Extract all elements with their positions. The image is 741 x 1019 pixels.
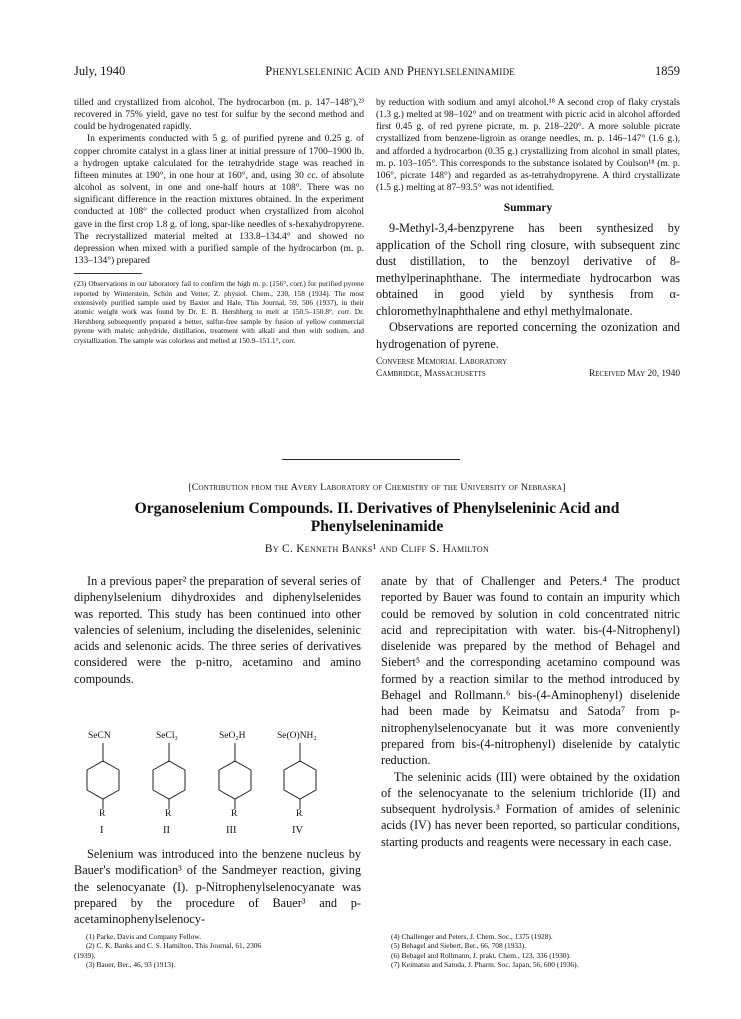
benzene-rings-svg <box>74 731 360 843</box>
top-right-column <box>376 97 680 380</box>
footnote-23: (23) Observations in our laboratory fail to confirm the high m. p. (156°, corr.) for purified pyrene reported by Winterstein, Schön and Vetter, Z. physiol. Chem., 230, 158 (1934). The most extensively purified sample used by Baxter and Hale, This Journal, 59, 506 (1937), in their atomic weight work was found by Dr. E. B. Hershberg to melt at 150.5–150.8°, corr. Dr. Hershberg subsequently prepared a better, sulfur-free sample by fusion of yellow commercial pyrene with maleic anhydride, distillation, treatment with alkali and then with sodium, and crystallization. The sample was colorless and melted at 150.9–151.1°, corr. <box>74 279 364 345</box>
structure-2-substituent: SeCl₃ <box>156 731 178 741</box>
structure-1-numeral: I <box>100 825 104 836</box>
summary-paragraph-2: Observations are reported concerning the ozonization and hydrogenation of pyrene. <box>376 320 680 351</box>
laboratory-address <box>376 356 680 380</box>
article-title-line-2: Phenylseleninamide <box>310 518 444 535</box>
contribution-line: [Contribution from the Avery Laboratory of Chemistry of the University of Nebraska] <box>188 482 566 493</box>
benzene-ring-4 <box>284 743 316 809</box>
footnote-rule <box>74 273 142 274</box>
footnote-2-continued: (1939). <box>74 950 96 960</box>
address-line-1: Converse Memorial Laboratory <box>376 357 508 368</box>
introduction-paragraph: In a previous paper² the preparation of several series of diphenylselenium dihydroxides and diphenylselenides was reported. This study has been continued into other valencies of selenium, including the diselenides, seleninic acids and selenonic acids. The three series of derivatives considered were the p-nitro, acetamino and amino compounds. <box>74 574 361 686</box>
author-byline: By C. Kenneth Banks¹ and Cliff S. Hamilton <box>264 543 490 555</box>
selenium-introduction-paragraph: Selenium was introduced into the benzene nucleus by Bauer's modification³ of the Sandmeyer reaction, giving the selenocyanate (I). p-Nitrophenylselenocyanate was prepared by the procedure of Bauer³ and p-acetaminophenylselenocy- <box>74 847 361 927</box>
footnote-4: (4) Challenger and Peters, J. Chem. Soc., 1375 (1928). <box>391 932 553 941</box>
structure-4-numeral: IV <box>292 825 304 836</box>
chemical-structures-figure <box>74 731 360 843</box>
footnote-3: (3) Bauer, Ber., 46, 93 (1913). <box>86 960 176 970</box>
issue-date: July, 1940 <box>74 64 126 78</box>
structure-2-numeral: II <box>163 825 170 836</box>
footnotes-left <box>74 932 362 970</box>
article-divider <box>282 459 460 460</box>
running-title: Phenylseleninic Acid and Phenylseleninamide <box>265 64 515 78</box>
structure-4-substituent: Se(O)NH₂ <box>277 731 317 741</box>
benzene-ring-3 <box>219 743 251 809</box>
footnote-6: (6) Behagel and Rollmann, J. prakt. Chem., 123, 336 (1930). <box>391 950 571 960</box>
continuation-paragraph-right: by reduction with sodium and amyl alcohol.¹⁸ A second crop of flaky crystals (1.3 g.) melted at 98–102° and on treatment with picric acid in alcohol afforded first 0.45 g. of red pyrene picrate, m. p. 218–220°. A more soluble picrate crystallized from benzene-ligroin as orange needles, m. p. 146–147° (1.6 g.), and afforded a hydrocarbon (0.35 g.) crystallizing from alcohol in small plates, m. p. 103–105°. This corresponds to the substance isolated by Coulson¹⁸ (m. p. 106°, picrate 148°) and regarded as as-tetrahydropyrene. A third crystallizate (1.5 g.) melting at 87–93.5° was not identified. <box>376 98 680 194</box>
structure-4-r-group: R <box>296 809 303 819</box>
footnote-5: (5) Behagel and Siebert, Ber., 66, 708 (1933). <box>391 941 527 951</box>
running-head <box>74 64 680 79</box>
body-left-column-bottom <box>74 846 361 927</box>
benzene-ring-1 <box>87 743 119 809</box>
benzene-ring-2 <box>153 743 185 809</box>
structure-3-numeral: III <box>226 825 237 836</box>
preparation-paragraph: anate by that of Challenger and Peters.⁴ The product reported by Bauer was found to contain an impurity which could be removed by solution in cold concentrated nitric acid and reprecipitation with water. bis-(4-Nitrophenyl) diselenide was prepared by the method of Behagel and Siebert⁵ and the corresponding acetamino compound was formed by a reaction similar to the method introduced by Behagel and Rollmann.⁶ bis-(4-Aminophenyl) diselenide had been made by Keimatsu and Satoda⁷ from p-nitrophenylselenocyanate but it was more conveniently prepared from bis-(4-nitrophenyl) diselenide by catalytic reduction. <box>381 574 680 768</box>
received-date: Received May 20, 1940 <box>588 369 680 380</box>
body-right-column <box>381 573 680 850</box>
seleninic-acids-paragraph: The seleninic acids (III) were obtained by the oxidation of the selenocyanate to the selenium trichloride (II) and subsequent hydrolysis.³ Formation of amides of seleninic acids (IV) has never been reported, so particular conditions, starting products and reagents were necessary in each case. <box>381 769 680 849</box>
summary-heading: Summary <box>503 202 553 215</box>
footnote-2: (2) C. K. Banks and C. S. Hamilton, This Journal, 61, 2306 <box>86 941 262 951</box>
structure-1-substituent: SeCN <box>88 731 111 741</box>
summary-paragraph-1: 9-Methyl-3,4-benzpyrene has been synthesized by application of the Scholl ring closure, with subsequent zinc dust distillation, to the benzoyl derivative of 8-methylperinaphthane. The intermediate hydrocarbon was obtained in good yield by synthesis from α-chloromethylnaphthalene and ethyl methylmalonate. <box>376 221 680 318</box>
article-title <box>74 500 680 536</box>
footnote-7: (7) Keimatsu and Satoda, J. Pharm. Soc. Japan, 56, 600 (1936). <box>391 960 579 970</box>
page-number: 1859 <box>655 64 680 78</box>
footnote-1: (1) Parke, Davis and Company Fellow. <box>86 932 202 941</box>
body-left-column-top <box>74 573 361 687</box>
structure-1-r-group: R <box>99 809 106 819</box>
article-title-line-1: Organoselenium Compounds. II. Derivatives of Phenylseleninic Acid and <box>134 500 620 517</box>
hydrogenation-paragraph: In experiments conducted with 5 g. of purified pyrene and 0.25 g. of copper chromite catalyst in a glass liner at initial pressure of 1700–1900 lb. a hydrogen uptake calculated for the tetrahydride stage was reached in fifteen minutes at 190°, in one hour at 160°, and, using 30 cc. of absolute alcohol as solvent, in one and one-half hours at 108°. There was no significant difference in the reaction mixtures obtained. In the experiment conducted at 108° the collected product when crystallized from alcohol gave in the first crop 1.8 g. of long, spar-like needles of s-hexahydropyrene. The recrystallized material melted at 133.8–134.4° and showed no depression when mixed with a purified sample of the hydrocarbon (m. p. 133–134°) prepared <box>74 134 364 267</box>
continuation-paragraph: tilled and crystallized from alcohol. The hydrocarbon (m. p. 147–148°),²³ recovered in 75% yield, gave no test for sulfur by the second method and could be hydrogenated rapidly. <box>74 98 364 133</box>
structure-2-r-group: R <box>165 809 172 819</box>
footnotes-right <box>391 932 681 970</box>
structure-3-substituent: SeO₂H <box>219 731 246 741</box>
address-line-2: Cambridge, Massachusetts <box>376 369 486 380</box>
structure-3-r-group: R <box>231 809 238 819</box>
top-left-column <box>74 97 364 345</box>
